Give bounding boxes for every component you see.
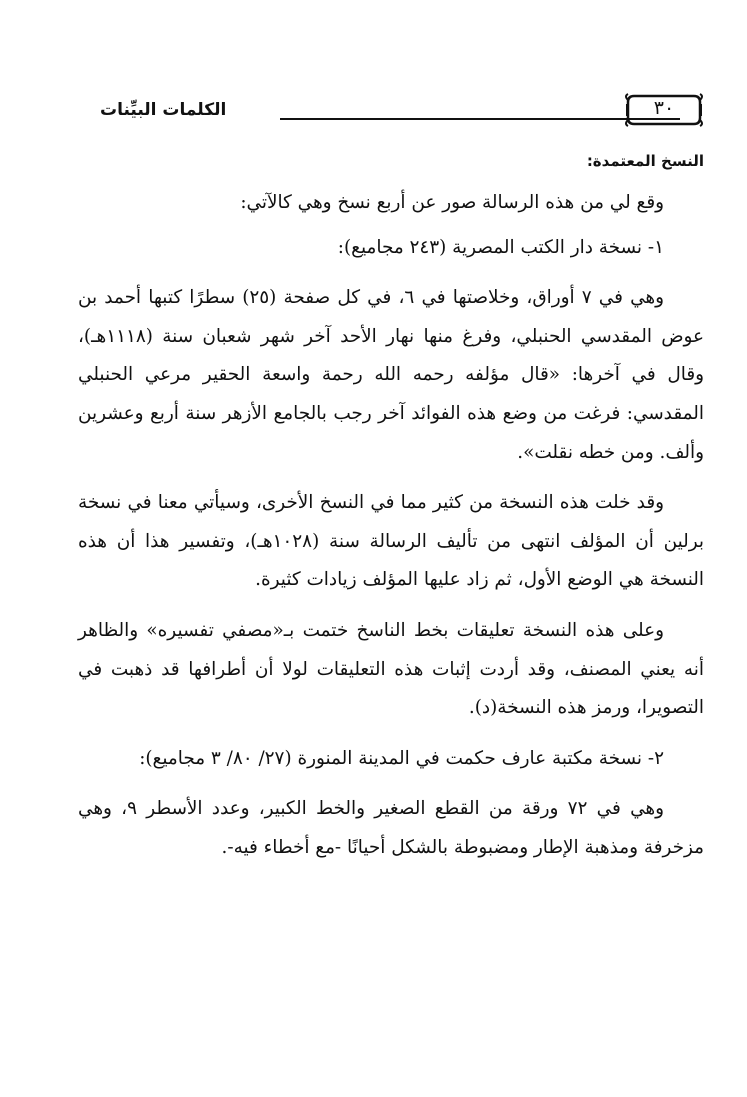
paragraph-intro: وقع لي من هذه الرسالة صور عن أربع نسخ وهي كالآتي: [240,192,664,213]
page-body [78,152,704,880]
section-heading: النسخ المعتمدة: [586,152,704,170]
paragraph-copy-2-description: وهي في ٧٢ ورقة من القطع الصغير والخط الكبير، وعدد الأسطر ٩، وهي مزخرفة ومذهبة الإطار ومضبوطة بالشكل أحيانًا -مع أخطاء فيه-. [78,798,704,858]
running-header [80,88,704,134]
paragraph-copy-1-note: وقد خلت هذه النسخة من كثير مما في النسخ الأخرى، وسيأتي معنا في نسخة برلين أن المؤلف انتهى من تأليف الرسالة سنة (١٠٢٨هـ)، وتفسير هذا أن هذه النسخة هي الوضع الأول، ثم زاد عليها المؤلف زيادات كثيرة. [78,492,704,591]
paragraph-copy-1-comments: وعلى هذه النسخة تعليقات بخط الناسخ ختمت بـ«مصفي تفسيره» والظاهر أنه يعني المصنف، وقد أردت إثبات هذه التعليقات لولا أن أطرافها قد ذهبت في التصويرا، ورمز هذه النسخة(د). [78,619,704,719]
page-number-frame [624,92,704,128]
paragraph-copy-1-heading: ١- نسخة دار الكتب المصرية (٢٤٣ مجاميع): [337,236,664,258]
paragraph-copy-2-heading: ٢- نسخة مكتبة عارف حكمت في المدينة المنورة (٢٧/ ٨٠/ ٣ مجاميع): [139,747,664,769]
paragraph-copy-1-description: وهي في ٧ أوراق، وخلاصتها في ٦، في كل صفحة (٢٥) سطرًا كتبها أحمد بن عوض المقدسي الحنبلي، وفرغ منها نهار الأحد آخر شهر شعبان سنة (١١١٨هـ)، وقال في آخرها: «قال مؤلفه رحمه الله رحمة واسعة الحقير مرعي الحنبلي المقدسي: فرغت من وضع هذه الفوائد آخر رجب بالجامع الأزهر سنة أربع وعشرين وألف. ومن خطه نقلت». [78,287,704,463]
page-number: ٣٠ [653,97,675,119]
header-rule [280,118,680,120]
page-title: الكلمات البيِّنات [94,100,232,120]
